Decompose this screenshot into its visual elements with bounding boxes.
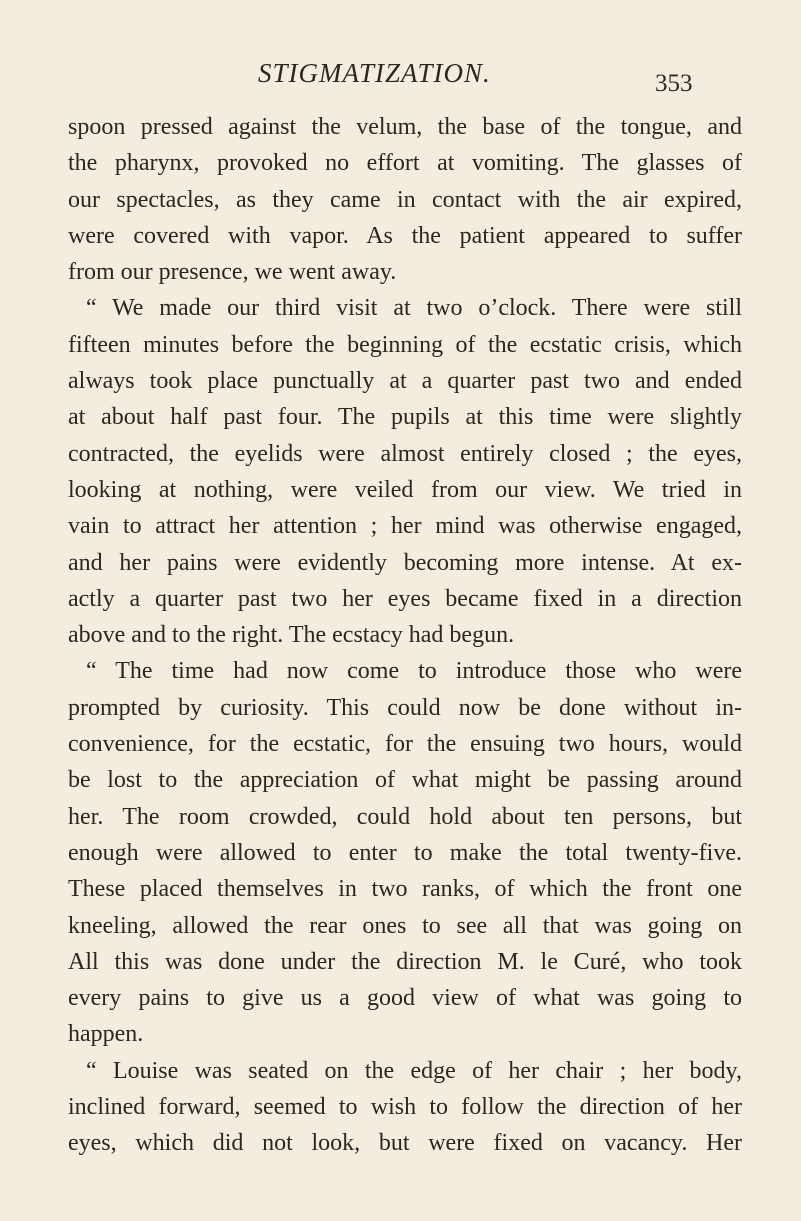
text-line: every pains to give us a good view of what was going to [68,985,742,1012]
text-line: the pharynx, provoked no effort at vomiting. The glasses of [68,150,742,177]
text-line: above and to the right. The ecstacy had begun. [68,622,515,649]
text-line: prompted by curiosity. This could now be done without in- [68,694,742,721]
running-title: STIGMATIZATION. [258,58,491,88]
text-line: These placed themselves in two ranks, of which the front one [68,876,742,903]
text-line: convenience, for the ecstatic, for the ensuing two hours, would [68,731,742,758]
text-line: be lost to the appreciation of what might be passing around [68,767,742,794]
text-line: All this was done under the direction M. le Curé, who took [68,948,742,975]
text-line: “ Louise was seated on the edge of her chair ; her body, [86,1057,742,1084]
text-line: and her pains were evidently becoming more intense. At ex- [68,549,742,576]
text-line: enough were allowed to enter to make the total twenty-five. [68,839,742,866]
text-line: eyes, which did not look, but were fixed on vacancy. Her [68,1130,742,1157]
text-line: actly a quarter past two her eyes became fixed in a direction [68,585,742,612]
text-line: vain to attract her attention ; her mind was otherwise engaged, [68,513,742,540]
text-line: “ The time had now come to introduce those who were [86,658,742,685]
text-line: from our presence, we went away. [68,259,397,286]
running-head [0,58,801,98]
body-text [68,109,742,1162]
text-line: were covered with vapor. As the patient appeared to suffer [68,222,742,249]
page-number: 353 [655,70,693,97]
text-line: kneeling, allowed the rear ones to see all that was going on [68,912,742,939]
text-line: fifteen minutes before the beginning of the ecstatic crisis, which [68,331,742,358]
text-line: contracted, the eyelids were almost entirely closed ; the eyes, [68,440,742,467]
text-line: our spectacles, as they came in contact with the air expired, [68,186,742,213]
text-line: always took place punctually at a quarter past two and ended [68,368,742,395]
text-line: spoon pressed against the velum, the base of the tongue, and [68,114,742,140]
text-line: her. The room crowded, could hold about ten persons, but [68,803,742,830]
text-line: inclined forward, seemed to wish to follow the direction of her [68,1094,742,1121]
text-line: happen. [68,1021,144,1048]
text-line: at about half past four. The pupils at this time were slightly [68,404,742,431]
text-line: “ We made our third visit at two o’clock. There were still [86,295,742,322]
text-line: looking at nothing, were veiled from our view. We tried in [68,476,742,503]
